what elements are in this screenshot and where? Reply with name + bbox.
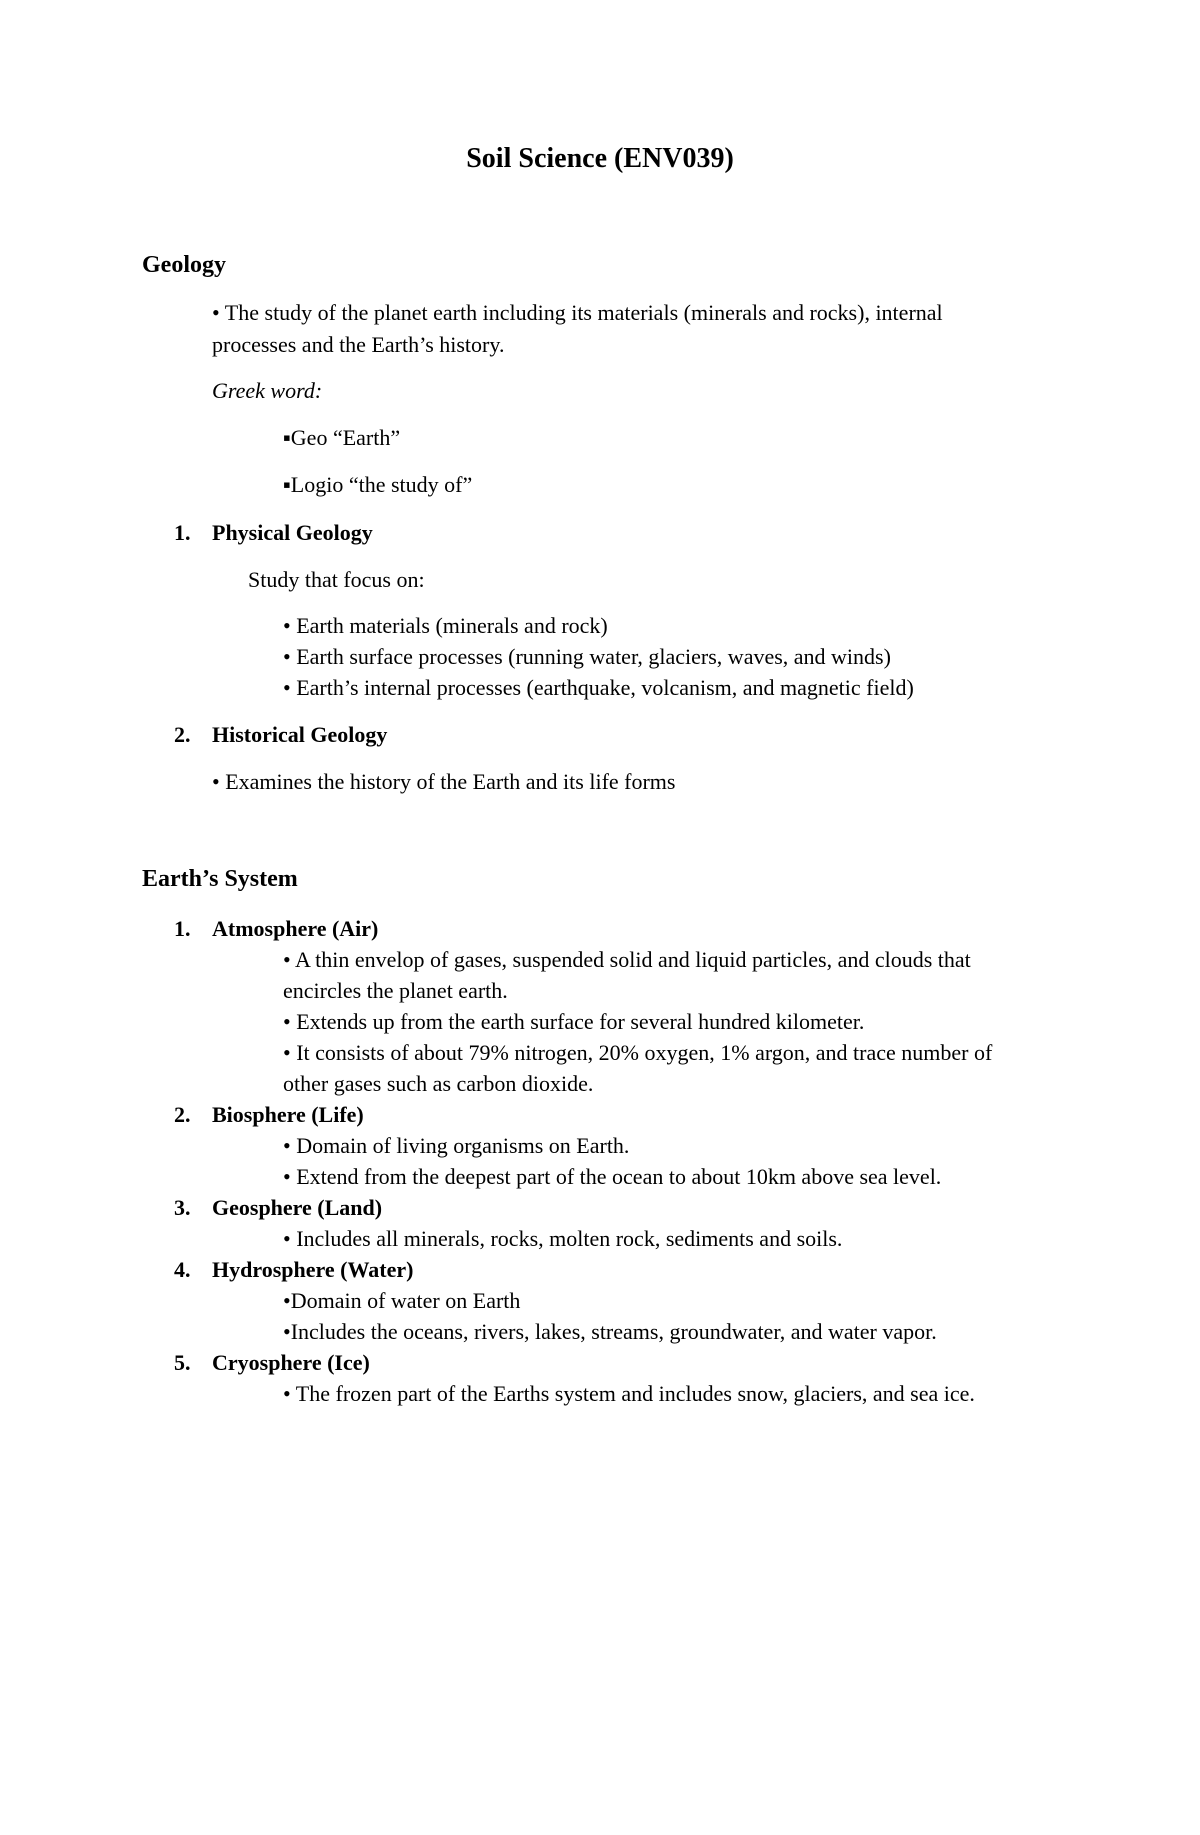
section-heading-geology: Geology bbox=[142, 252, 226, 278]
sphere-title-cryosphere: Cryosphere (Ice) bbox=[212, 1350, 370, 1375]
geology-definition-line: • The study of the planet earth including its materials (minerals and rocks), internal bbox=[212, 300, 943, 325]
list-item: other gases such as carbon dioxide. bbox=[283, 1071, 594, 1096]
greek-word-label: Greek word: bbox=[212, 378, 323, 403]
list-number: 2. bbox=[174, 1102, 191, 1127]
sphere-title-biosphere: Biosphere (Life) bbox=[212, 1102, 364, 1127]
sphere-title-geosphere: Geosphere (Land) bbox=[212, 1195, 383, 1220]
list-item: • A thin envelop of gases, suspended solid and liquid particles, and clouds that bbox=[283, 947, 971, 972]
document-title: Soil Science (ENV039) bbox=[466, 143, 734, 174]
list-item: • Earth’s internal processes (earthquake, volcanism, and magnetic field) bbox=[283, 675, 914, 700]
list-number: 1. bbox=[174, 916, 191, 941]
list-item: • Includes all minerals, rocks, molten rock, sediments and soils. bbox=[283, 1226, 843, 1251]
list-item: • Earth materials (minerals and rock) bbox=[283, 613, 608, 638]
list-number: 2. bbox=[174, 722, 191, 747]
branch-title-physical-geology: Physical Geology bbox=[212, 520, 373, 545]
greek-word-item: ▪Geo “Earth” bbox=[283, 425, 401, 450]
sphere-title-atmosphere: Atmosphere (Air) bbox=[212, 916, 379, 941]
list-item: • Earth surface processes (running water, glaciers, waves, and winds) bbox=[283, 644, 891, 669]
list-item: • Extends up from the earth surface for several hundred kilometer. bbox=[283, 1009, 865, 1034]
list-item: • Examines the history of the Earth and its life forms bbox=[212, 769, 676, 794]
list-number: 1. bbox=[174, 520, 191, 545]
geology-definition-line: processes and the Earth’s history. bbox=[212, 332, 505, 357]
list-item: • It consists of about 79% nitrogen, 20% oxygen, 1% argon, and trace number of bbox=[283, 1040, 993, 1065]
list-item: • The frozen part of the Earths system and includes snow, glaciers, and sea ice. bbox=[283, 1381, 975, 1406]
branch-title-historical-geology: Historical Geology bbox=[212, 722, 388, 747]
section-heading-earths-system: Earth’s System bbox=[142, 866, 298, 892]
list-item: •Includes the oceans, rivers, lakes, streams, groundwater, and water vapor. bbox=[283, 1319, 937, 1344]
list-number: 4. bbox=[174, 1257, 191, 1282]
greek-word-item: ▪Logio “the study of” bbox=[283, 472, 473, 497]
branch-intro: Study that focus on: bbox=[248, 567, 425, 592]
list-item: • Extend from the deepest part of the ocean to about 10km above sea level. bbox=[283, 1164, 942, 1189]
list-item: •Domain of water on Earth bbox=[283, 1288, 521, 1313]
sphere-title-hydrosphere: Hydrosphere (Water) bbox=[212, 1257, 414, 1282]
list-number: 3. bbox=[174, 1195, 191, 1220]
list-item: encircles the planet earth. bbox=[283, 978, 508, 1003]
list-number: 5. bbox=[174, 1350, 191, 1375]
list-item: • Domain of living organisms on Earth. bbox=[283, 1133, 630, 1158]
